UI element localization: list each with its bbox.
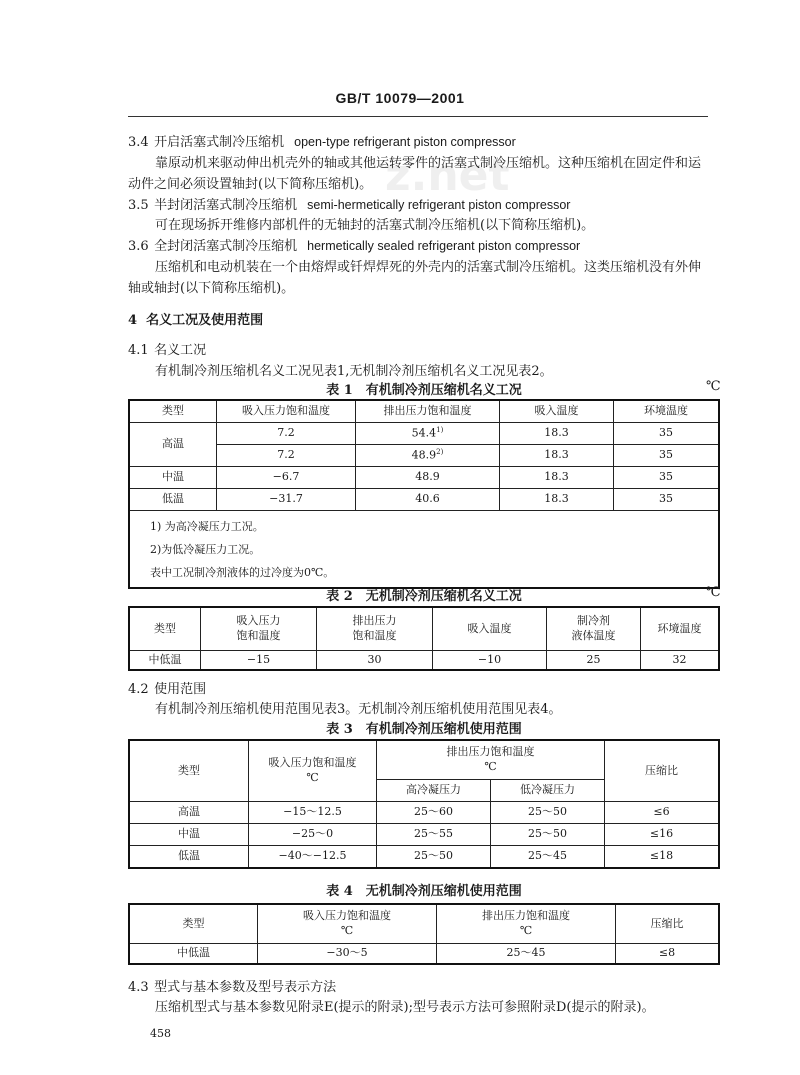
table-cell: 25～45 [491, 846, 605, 869]
table-header: 压缩比 [616, 904, 720, 944]
table-cell: 7.2 [217, 423, 356, 445]
table-cell: 25～50 [491, 824, 605, 846]
table-cell: 中低温 [129, 944, 258, 965]
table-cell: 35 [614, 489, 720, 511]
section-4-heading: 4 名义工况及使用范围 [128, 313, 264, 328]
section-3-5-heading: 3.5 半封闭活塞式制冷压缩机 semi-hermetically refrigerant piston compressor [128, 198, 571, 213]
table-header: 吸入压力饱和温度 ℃ [258, 904, 437, 944]
table-header: 制冷剂 液体温度 [547, 607, 641, 651]
table-header: 压缩比 [605, 740, 720, 802]
table-cell: ≤6 [605, 802, 720, 824]
table-cell: 中低温 [129, 651, 201, 671]
table-cell: −31.7 [217, 489, 356, 511]
table-cell: 48.9$^{2)}$ [356, 445, 500, 467]
table-header: 排出压力饱和温度 ℃ [377, 740, 605, 780]
table-cell: 25～60 [377, 802, 491, 824]
watermark: z.net [385, 150, 510, 201]
table-note: 2)为低冷凝压力工况。 [150, 543, 261, 556]
section-3-5-text-1: 可在现场拆开维修内部机件的无轴封的活塞式制冷压缩机(以下简称压缩机)。 [155, 218, 595, 233]
table-row [129, 740, 719, 780]
table-header: 类型 [129, 740, 249, 802]
table-cell: 40.6 [356, 489, 500, 511]
table-cell: ≤16 [605, 824, 720, 846]
table-cell: 25～50 [491, 802, 605, 824]
table-row [129, 802, 719, 824]
section-3-4-text-1: 靠原动机来驱动伸出机壳外的轴或其他运转零件的活塞式制冷压缩机。这种压缩机在固定件和运 [155, 156, 702, 171]
table-row [129, 467, 719, 489]
table-cell: −40～−12.5 [249, 846, 377, 869]
table-cell: 18.3 [500, 423, 614, 445]
table-header: 吸入压力饱和温度 ℃ [249, 740, 377, 802]
table-row [129, 651, 719, 671]
table-cell: 中温 [129, 824, 249, 846]
section-3-4-heading: 3.4 开启活塞式制冷压缩机 open-type refrigerant piston compressor [128, 135, 516, 150]
table-cell: ≤8 [616, 944, 720, 965]
table-header: 类型 [129, 904, 258, 944]
table-cell: 18.3 [500, 445, 614, 467]
section-4-1-heading: 4.1 名义工况 [128, 343, 207, 358]
table-cell: 高温 [129, 423, 217, 467]
table-1 [128, 399, 720, 589]
table-cell: 高温 [129, 802, 249, 824]
page-number: 458 [150, 1027, 171, 1040]
section-3-6-text-2: 轴或轴封(以下简称压缩机)。 [128, 281, 295, 296]
table-1-unit: ℃ [706, 379, 721, 394]
section-4-3-heading: 4.3 型式与基本参数及型号表示方法 [128, 980, 337, 995]
table-notes-row [129, 511, 719, 589]
table-header: 高冷凝压力 [377, 780, 491, 802]
table-row [129, 846, 719, 869]
table-cell: 低温 [129, 489, 217, 511]
table-4 [128, 903, 720, 965]
table-header: 排出压力饱和温度 [356, 400, 500, 423]
table-cell: ≤18 [605, 846, 720, 869]
table-cell: 7.2 [217, 445, 356, 467]
table-row [129, 607, 719, 651]
table-row [129, 445, 719, 467]
table-cell: 25 [547, 651, 641, 671]
table-cell: 25～50 [377, 846, 491, 869]
header-rule [128, 116, 708, 117]
table-2-unit: ℃ [706, 585, 721, 600]
table-cell: 54.4$^{1)}$ [356, 423, 500, 445]
table-cell: 18.3 [500, 489, 614, 511]
table-note: 表中工况制冷剂液体的过冷度为0℃。 [150, 566, 335, 579]
section-4-2-text: 有机制冷剂压缩机使用范围见表3。无机制冷剂压缩机使用范围见表4。 [155, 702, 562, 717]
table-row [129, 400, 719, 423]
table-header: 类型 [129, 607, 201, 651]
table-cell: 35 [614, 467, 720, 489]
table-row [129, 489, 719, 511]
table-row [129, 904, 719, 944]
table-cell: 35 [614, 445, 720, 467]
table-header: 环境温度 [641, 607, 720, 651]
section-3-6-text-1: 压缩机和电动机装在一个由熔焊或钎焊焊死的外壳内的活塞式制冷压缩机。这类压缩机没有外伸 [155, 260, 702, 275]
table-cell: −15～12.5 [249, 802, 377, 824]
table-header: 吸入温度 [500, 400, 614, 423]
table-1-notes [129, 511, 719, 589]
table-3-caption: 表 3 有机制冷剂压缩机使用范围 [326, 722, 522, 737]
section-4-3-text: 压缩机型式与基本参数见附录E(提示的附录);型号表示方法可参照附录D(提示的附录)。 [155, 1000, 655, 1015]
table-row [129, 944, 719, 965]
table-cell: −6.7 [217, 467, 356, 489]
table-cell: −10 [433, 651, 547, 671]
table-cell: 25～45 [437, 944, 616, 965]
table-cell: 18.3 [500, 467, 614, 489]
table-row [129, 423, 719, 445]
table-3 [128, 739, 720, 869]
table-2-caption: 表 2 无机制冷剂压缩机名义工况 [326, 589, 522, 604]
table-header: 排出压力饱和温度 ℃ [437, 904, 616, 944]
section-3-4-text-2: 动件之间必须设置轴封(以下简称压缩机)。 [128, 177, 373, 192]
table-cell: 48.9 [356, 467, 500, 489]
table-cell: 中温 [129, 467, 217, 489]
table-header: 低冷凝压力 [491, 780, 605, 802]
table-header: 吸入温度 [433, 607, 547, 651]
table-note: 1) 为高冷凝压力工况。 [150, 520, 264, 533]
table-header: 排出压力 饱和温度 [317, 607, 433, 651]
table-header: 吸入压力 饱和温度 [201, 607, 317, 651]
table-row [129, 824, 719, 846]
table-cell: −30～5 [258, 944, 437, 965]
page-header: GB/T 10079—2001 [335, 90, 465, 106]
section-4-2-heading: 4.2 使用范围 [128, 682, 207, 697]
table-cell: 35 [614, 423, 720, 445]
table-cell: −25～0 [249, 824, 377, 846]
table-cell: 30 [317, 651, 433, 671]
table-header: 类型 [129, 400, 217, 423]
table-2 [128, 606, 720, 671]
table-cell: −15 [201, 651, 317, 671]
section-3-6-heading: 3.6 全封闭活塞式制冷压缩机 hermetically sealed refrigerant piston compressor [128, 239, 581, 254]
table-cell: 低温 [129, 846, 249, 869]
table-4-caption: 表 4 无机制冷剂压缩机使用范围 [326, 884, 522, 899]
table-1-caption: 表 1 有机制冷剂压缩机名义工况 [326, 383, 522, 398]
section-4-1-text: 有机制冷剂压缩机名义工况见表1,无机制冷剂压缩机名义工况见表2。 [155, 364, 553, 379]
table-cell: 25～55 [377, 824, 491, 846]
table-header: 环境温度 [614, 400, 720, 423]
table-cell: 32 [641, 651, 720, 671]
table-header: 吸入压力饱和温度 [217, 400, 356, 423]
